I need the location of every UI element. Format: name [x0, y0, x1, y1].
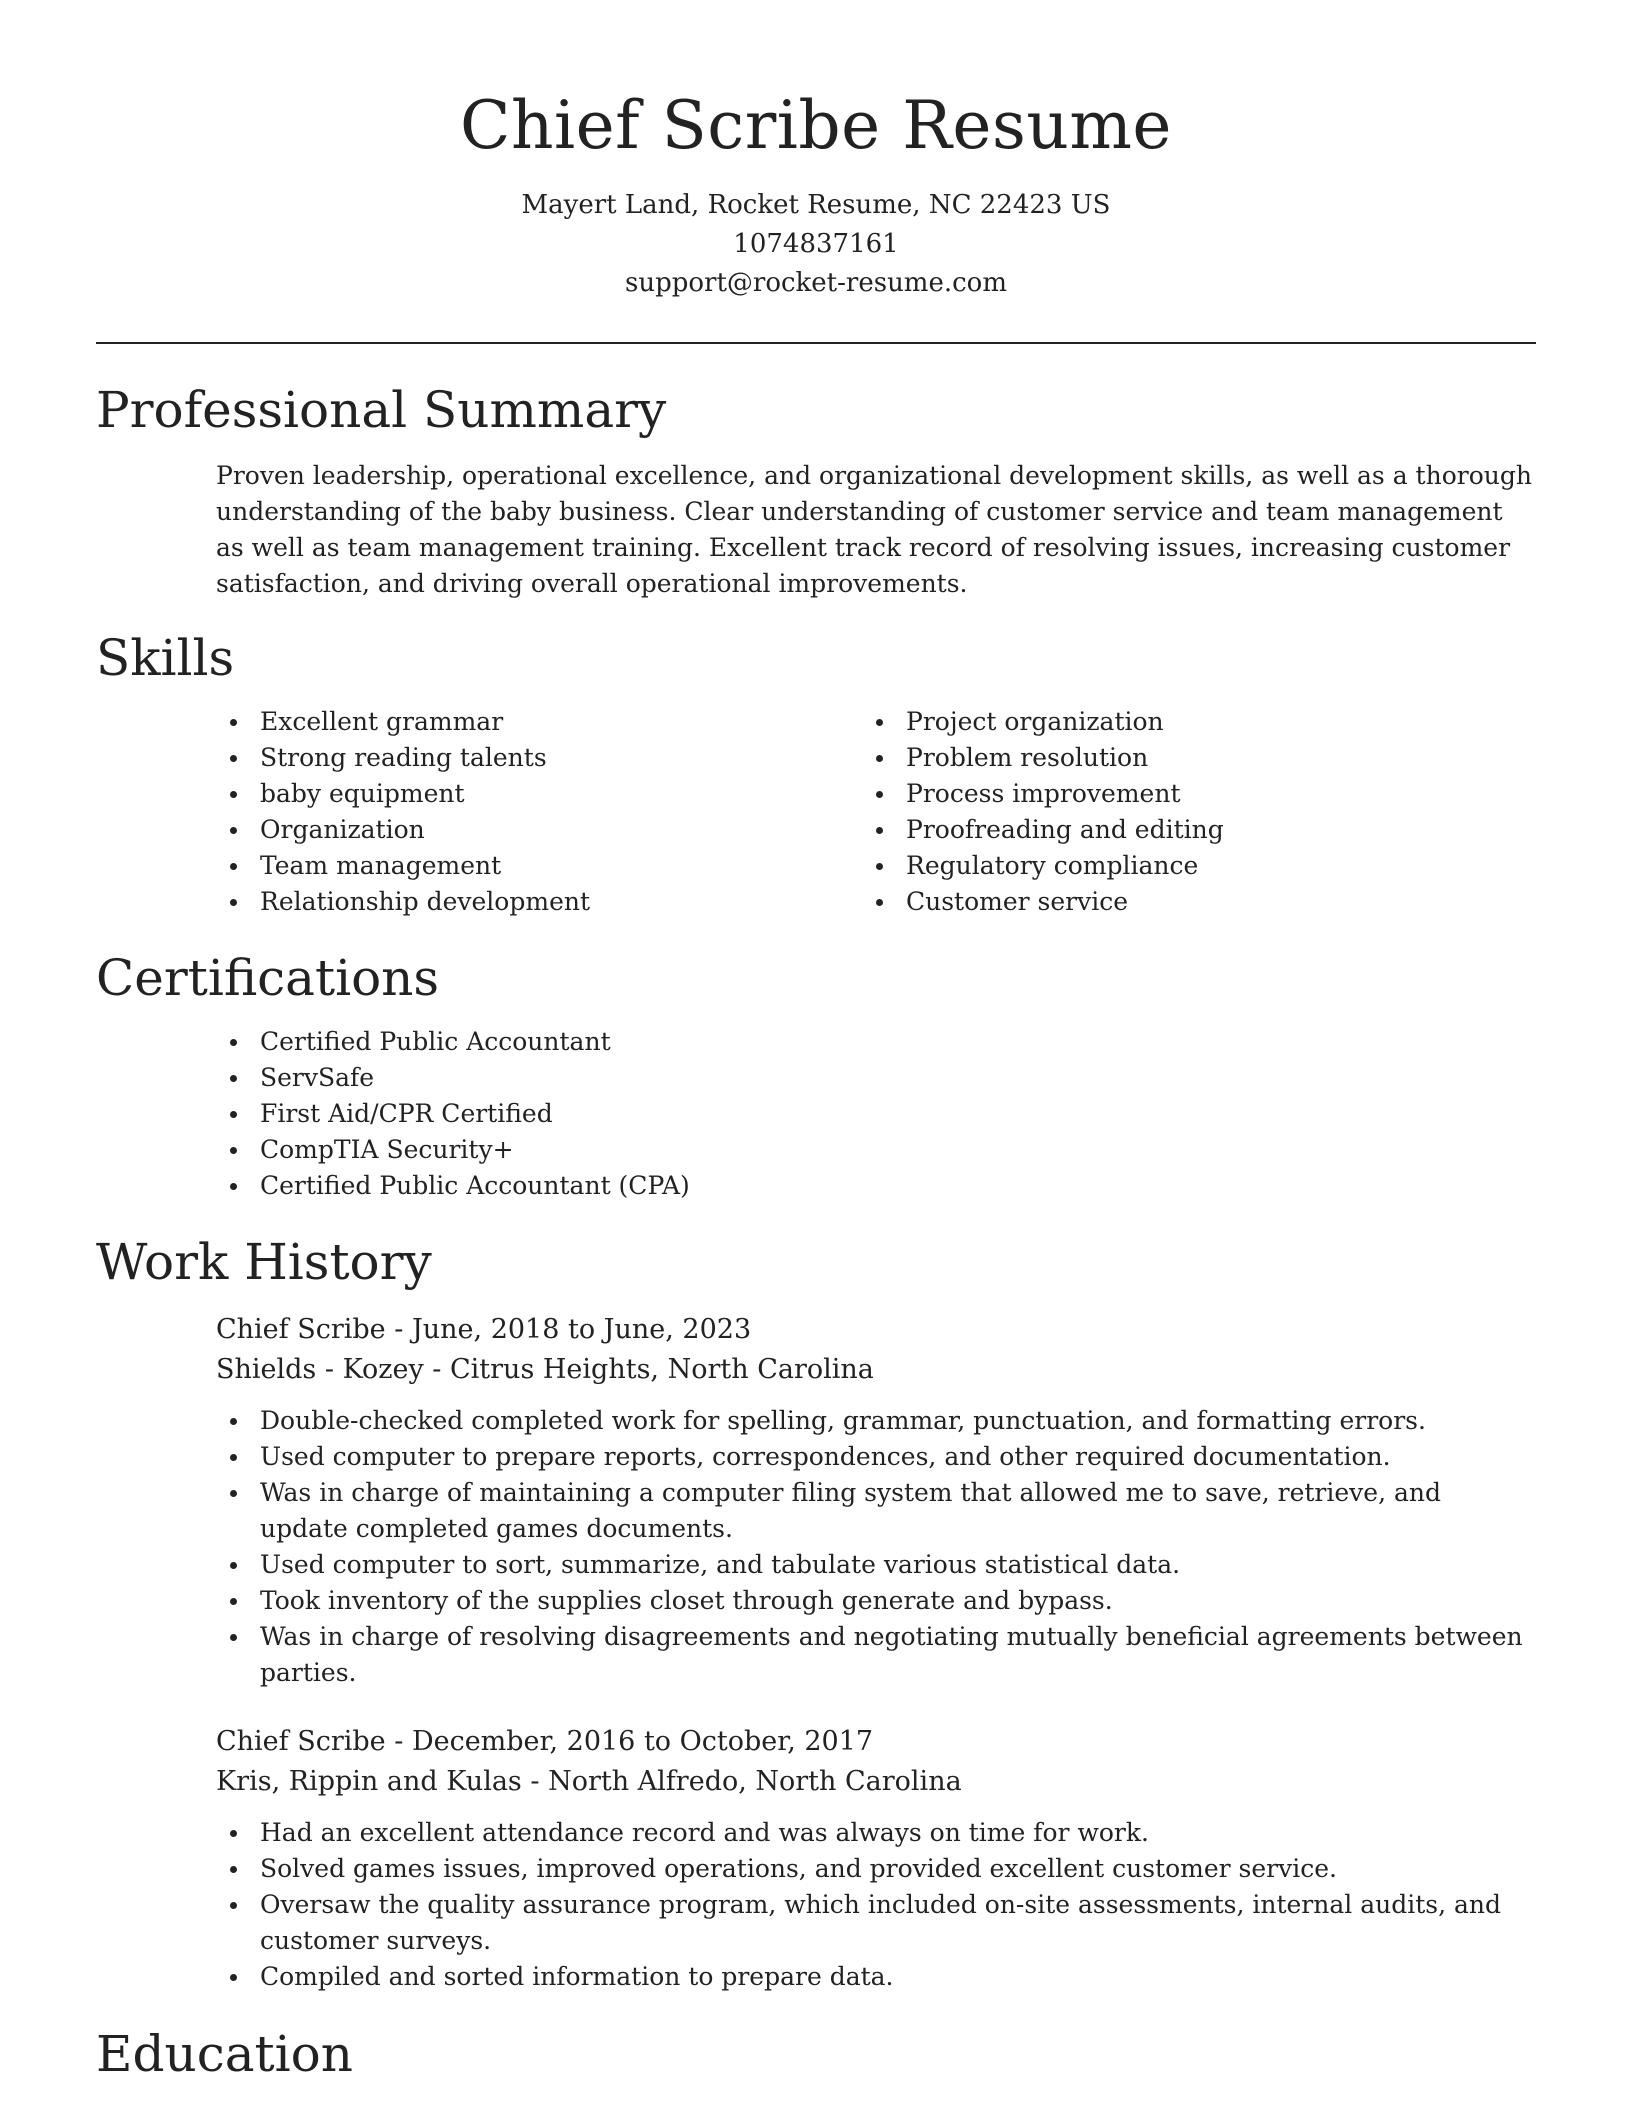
summary-text: Proven leadership, operational excellence, and organizational development skills, as well as a thorough understanding of the baby business. Clear understanding of customer service and team management as well as team management training. Excellent track record of resolving issues, increasing customer satisfaction, and driving overall operational improvements. — [216, 461, 1532, 598]
bullet-icon — [230, 1830, 237, 1837]
list-item: Compiled and sorted information to prepare data. — [216, 1959, 1536, 1995]
skills-heading: Skills — [96, 629, 235, 687]
bullet-icon — [230, 1866, 237, 1873]
contact-address: Mayert Land, Rocket Resume, NC 22423 US — [521, 190, 1111, 220]
job-bullets — [216, 1815, 1536, 1995]
job-bullets — [216, 1403, 1536, 1691]
job-company-location: Shields - Kozey - Citrus Heights, North Carolina — [216, 1354, 874, 1385]
list-item: Was in charge of maintaining a computer filing system that allowed me to save, retrieve, and update completed games documents. — [216, 1475, 1536, 1547]
list-item: Took inventory of the supplies closet through generate and bypass. — [216, 1583, 1536, 1619]
bullet-icon — [230, 791, 237, 798]
bullet-icon — [230, 755, 237, 762]
bullet-icon — [230, 899, 237, 906]
list-item: Organization — [216, 812, 856, 848]
list-item: baby equipment — [216, 776, 856, 812]
job-company-location: Kris, Rippin and Kulas - North Alfredo, North Carolina — [216, 1766, 962, 1797]
list-item: Relationship development — [216, 884, 856, 920]
bullet-icon — [230, 1183, 237, 1190]
work-history-heading: Work History — [96, 1233, 432, 1291]
bullet-icon — [230, 1075, 237, 1082]
list-item: ServSafe — [216, 1060, 1536, 1096]
summary-heading: Professional Summary — [96, 381, 667, 439]
list-item: Solved games issues, improved operations, and provided excellent customer service. — [216, 1851, 1536, 1887]
list-item: Was in charge of resolving disagreements and negotiating mutually beneficial agreements between parties. — [216, 1619, 1536, 1691]
list-item: Team management — [216, 848, 856, 884]
skills-column-left — [216, 704, 856, 920]
list-item: First Aid/CPR Certified — [216, 1096, 1536, 1132]
skills-list-left — [216, 704, 856, 920]
list-item: Certified Public Accountant (CPA) — [216, 1168, 1536, 1204]
bullet-icon — [230, 1039, 237, 1046]
bullet-icon — [230, 1454, 237, 1461]
list-item: Certified Public Accountant — [216, 1024, 1536, 1060]
bullet-icon — [876, 863, 883, 870]
skills-column-right — [862, 704, 1502, 920]
bullet-icon — [876, 899, 883, 906]
job-title-dates: Chief Scribe - December, 2016 to October, 2017 — [216, 1726, 874, 1757]
bullet-icon — [230, 1902, 237, 1909]
header-divider — [96, 342, 1536, 344]
list-item: Used computer to sort, summarize, and tabulate various statistical data. — [216, 1547, 1536, 1583]
list-item: Proofreading and editing — [862, 812, 1502, 848]
list-item: CompTIA Security+ — [216, 1132, 1536, 1168]
contact-email: support@rocket-resume.com — [624, 268, 1007, 298]
bullet-icon — [230, 1562, 237, 1569]
bullet-icon — [876, 755, 883, 762]
certifications-list-block — [216, 1024, 1536, 1204]
bullet-icon — [230, 1598, 237, 1605]
bullet-icon — [230, 1418, 237, 1425]
resume-header — [96, 80, 1536, 303]
bullet-icon — [230, 1490, 237, 1497]
education-heading: Education — [96, 2025, 353, 2083]
bullet-icon — [230, 827, 237, 834]
list-item: Used computer to prepare reports, correspondences, and other required documentation. — [216, 1439, 1536, 1475]
bullet-icon — [230, 1111, 237, 1118]
bullet-icon — [876, 719, 883, 726]
list-item: Project organization — [862, 704, 1502, 740]
list-item: Problem resolution — [862, 740, 1502, 776]
bullet-icon — [230, 1634, 237, 1641]
list-item: Oversaw the quality assurance program, which included on-site assessments, internal audits, and customer surveys. — [216, 1887, 1536, 1959]
job-bullets-block — [216, 1815, 1536, 1995]
bullet-icon — [230, 1147, 237, 1154]
contact-phone: 1074837161 — [733, 229, 899, 259]
list-item: Process improvement — [862, 776, 1502, 812]
list-item: Double-checked completed work for spelling, grammar, punctuation, and formatting errors. — [216, 1403, 1536, 1439]
certifications-heading: Certifications — [96, 949, 440, 1007]
bullet-icon — [876, 791, 883, 798]
bullet-icon — [230, 863, 237, 870]
page-title: Chief Scribe Resume — [460, 87, 1172, 164]
job-bullets-block — [216, 1403, 1536, 1691]
bullet-icon — [230, 1974, 237, 1981]
bullet-icon — [876, 827, 883, 834]
list-item: Customer service — [862, 884, 1502, 920]
bullet-icon — [230, 719, 237, 726]
list-item: Excellent grammar — [216, 704, 856, 740]
list-item: Strong reading talents — [216, 740, 856, 776]
list-item: Regulatory compliance — [862, 848, 1502, 884]
skills-list-right — [862, 704, 1502, 920]
list-item: Had an excellent attendance record and was always on time for work. — [216, 1815, 1536, 1851]
job-title-dates: Chief Scribe - June, 2018 to June, 2023 — [216, 1314, 752, 1345]
certifications-list — [216, 1024, 1536, 1204]
